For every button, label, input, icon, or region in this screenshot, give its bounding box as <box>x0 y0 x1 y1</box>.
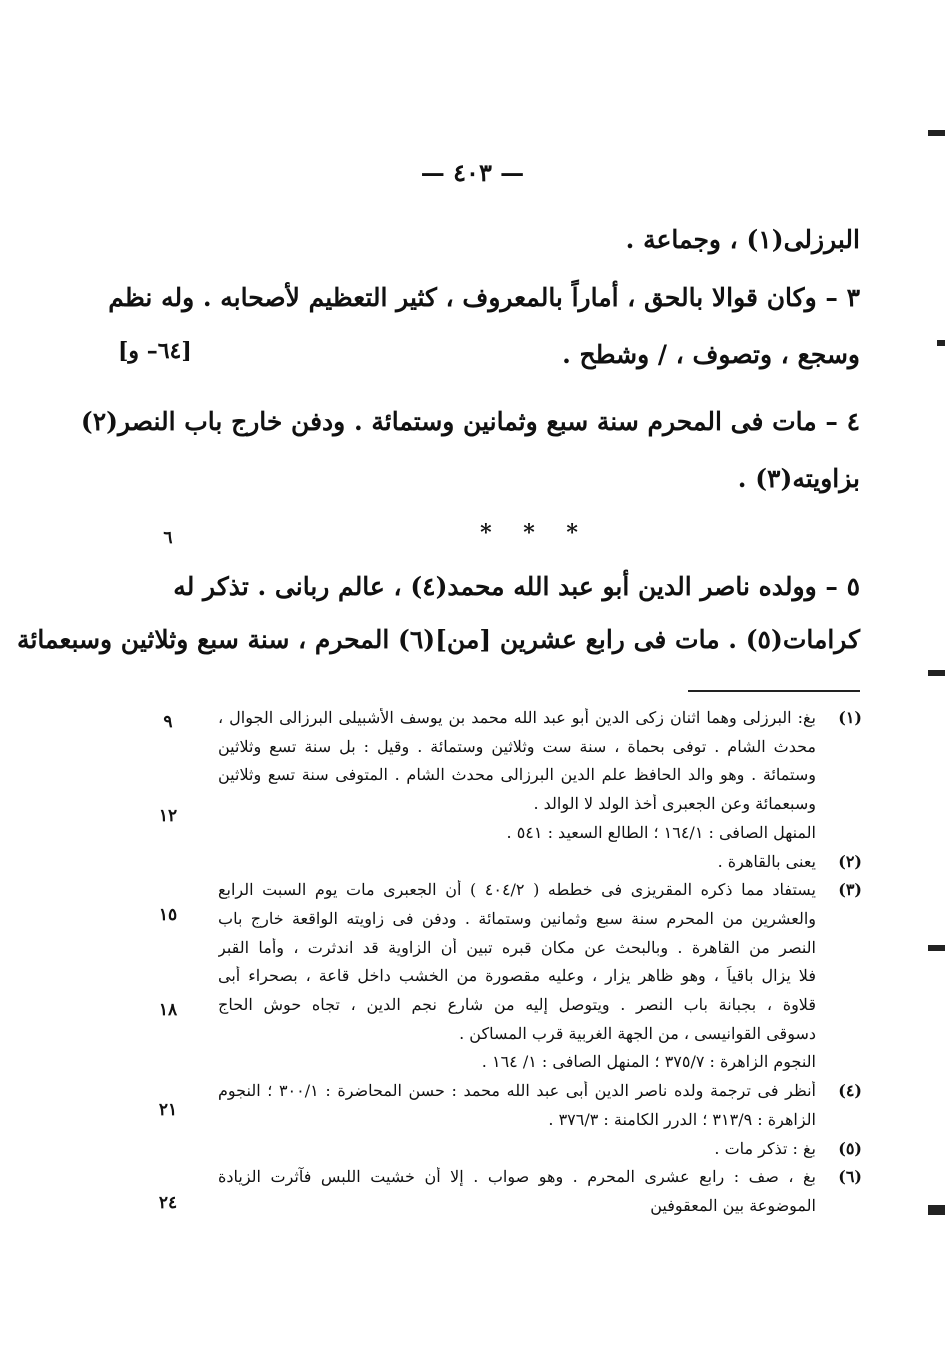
footnote-line: يستفاد مما ذكره المقريزى فى خططه ( ٤٠٤/٢ ) أن الجعبرى مات يوم السبت الرابع <box>218 880 816 899</box>
footnote-line: يعنى بالقاهرة . <box>717 852 816 871</box>
text-line: وسجع ، وتصوف ، / وشطح . <box>562 340 860 369</box>
footnote-line: وسبعمائة وعن الجعبرى أخذ الولد لا الوالد . <box>533 794 816 813</box>
footnote-line: النجوم الزاهرة : ٣٧٥/٧ ؛ المنهل الصافى : ١/ ١٦٤ . <box>481 1052 816 1071</box>
footnote-line: الموضوعة بين المعقوفين <box>650 1196 816 1215</box>
page-number: — ٤٠٣ — <box>420 158 525 187</box>
text-line: كرامات(٥) . مات فى رابع عشرين [من](٦) المحرم ، سنة سبع وثلاثين وسبعمائة <box>17 625 860 654</box>
footnote-number: (٢) <box>838 852 862 871</box>
footnote-line: الزاهرة : ٣١٣/٩ ؛ الدرر الكامنة : ٣٧٦/٣ . <box>548 1110 816 1129</box>
line-number: ٦ <box>163 528 173 548</box>
footnote-number: (٦) <box>838 1167 862 1186</box>
footnote-line: والعشرين من المحرم سنة سبع وثمانين وستمائة . ودفن فى زاويته الواقعة خارج باب <box>218 909 816 928</box>
line-number: ١٥ <box>158 905 178 925</box>
scan-edge-mark <box>928 945 945 951</box>
text-line: بزاويته(٣) . <box>737 464 860 493</box>
footnote-rule <box>688 690 860 692</box>
line-number: ٩ <box>163 712 173 732</box>
line-number: ١٢ <box>158 806 178 826</box>
line-number: ٢١ <box>158 1100 178 1120</box>
footnote-line: بغ: البرزلى وهما اثنان زكى الدين أبو عبد الله محمد بن يوسف الأشبيلى البرزالى الجوال ، <box>218 708 816 727</box>
text-line: البرزلى(١) ، وجماعة . <box>625 225 860 254</box>
line-number: ٢٤ <box>158 1193 178 1213</box>
footnote-number: (١) <box>838 708 862 727</box>
scan-edge-mark <box>928 130 945 136</box>
footnote-line: محدث الشام . توفى بحماة ، سنة ست وثلاثين وستمائة . وقيل : بل سنة تسع وثلاثين <box>218 737 816 756</box>
footnote-line: المنهل الصافى : ١٦٤/١ ؛ الطالع السعيد : ٥٤١ . <box>506 823 816 842</box>
text-line: ٣ – وكان قوالا بالحق ، أماراً بالمعروف ، كثير التعظيم لأصحابه . وله نظم <box>108 283 860 312</box>
footnote-line: بغ : تذكر مات . <box>714 1139 816 1158</box>
footnote-line: النصر من القاهرة . وبالبحث عن مكان قبره تبين أن الزاوية قد اندثرت ، وأما القبر <box>218 938 816 957</box>
scan-edge-mark <box>928 670 945 676</box>
footnote-line: فلا يزال باقياً ، وهو ظاهر يزار ، وعليه مقصورة من الخشب داخل قاعة ، بصحراء أبى <box>218 966 816 985</box>
footnote-number: (٤) <box>838 1081 862 1100</box>
footnote-line: دسوقى القوانيسى ، من الجهة الغربية قرب المساكن . <box>459 1024 816 1043</box>
text-line: ٥ – وولده ناصر الدين أبو عبد الله محمد(٤) ، عالم ربانى . تذكر له <box>173 572 860 601</box>
footnote-line: قلاوة ، بجبانة باب النصر . ويتوصل إليه من شارع نجم الدين ، تجاه حوش الحاج <box>218 995 816 1014</box>
footnote-number: (٣) <box>838 880 862 899</box>
scan-edge-mark <box>937 340 945 346</box>
section-separator: * * * <box>480 520 590 546</box>
footnote-line: وستمائة . وهو والد الحافظ علم الدين البرزالى محدث الشام . المتوفى سنة تسع وثلاثين <box>218 765 816 784</box>
footnote-line: أنظر فى ترجمة ولده ناصر الدين أبى عبد الله محمد : حسن المحاضرة : ٣٠٠/١ ؛ النجوم <box>218 1081 816 1100</box>
text-line: ٤ – مات فى المحرم سنة سبع وثمانين وستمائة . ودفن خارج باب النصر(٢) <box>80 407 860 436</box>
line-number: ١٨ <box>158 1000 178 1020</box>
footnote-line: بغ ، صف : رابع عشرى المحرم . وهو صواب . إلا أن خشيت اللبس فآثرت الزيادة <box>218 1167 816 1186</box>
scan-edge-mark <box>928 1205 945 1215</box>
folio-marker: [٦٤– و] <box>118 338 192 364</box>
footnote-number: (٥) <box>838 1139 862 1158</box>
